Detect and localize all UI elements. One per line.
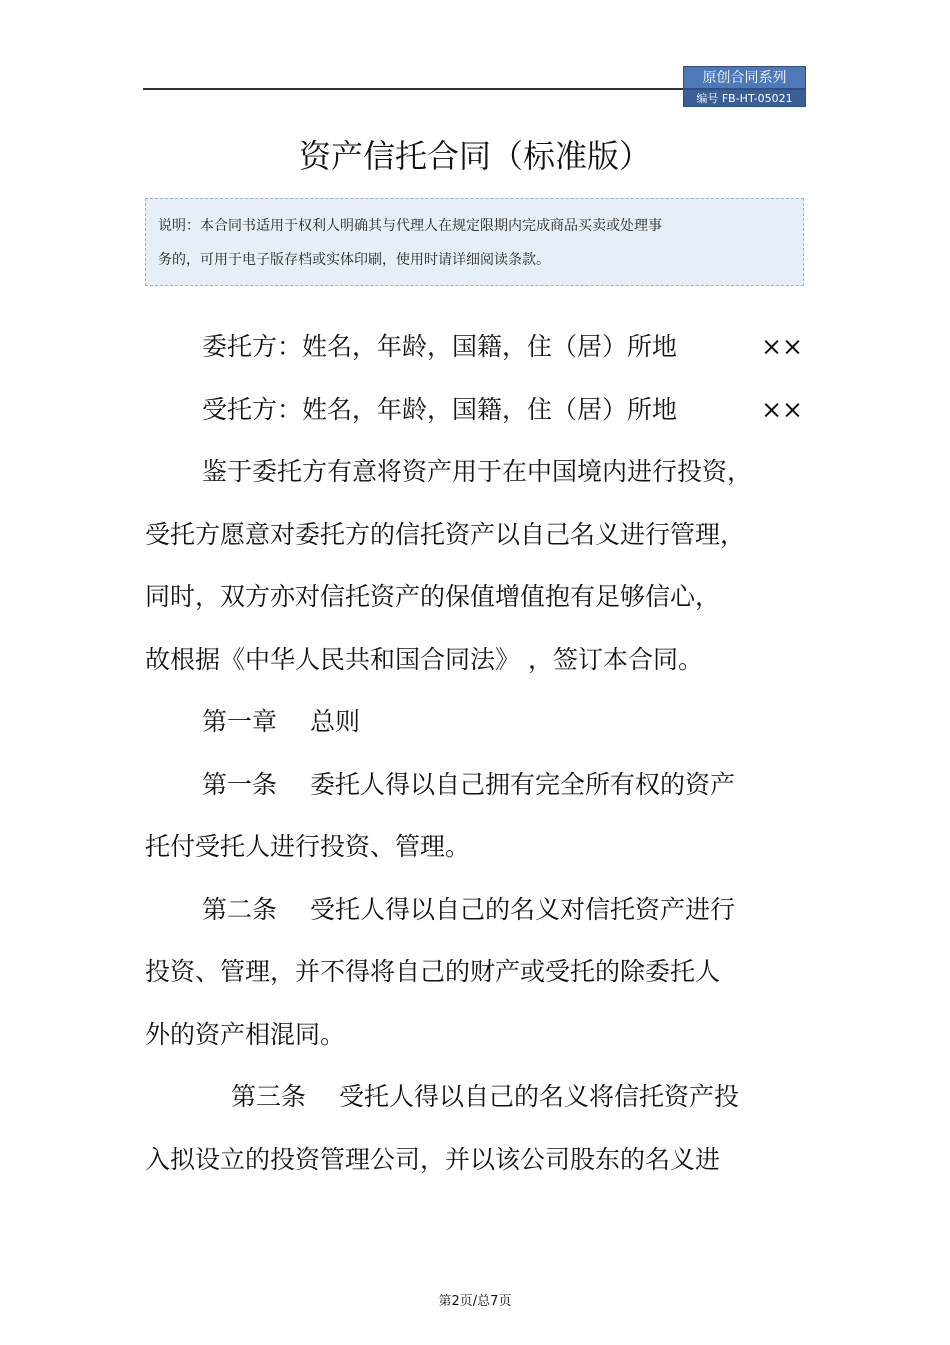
party-a-text: 委托方：姓名，年龄，国籍，住（居）所地: [202, 332, 678, 361]
article-line: 第三条 受托人得以自己的名义将信托资产投: [231, 1082, 739, 1111]
note-line: 说明：本合同书适用于权利人明确其与代理人在规定限期内完成商品买卖或处理事: [158, 218, 662, 234]
party-b-marks: ××: [761, 394, 803, 424]
document-title: 资产信托合同（标准版）: [298, 137, 651, 175]
article-line: 投资、管理，并不得将自己的财产或受托的除委托人: [145, 957, 721, 986]
article-line: 第一条 委托人得以自己拥有完全所有权的资产: [202, 769, 735, 799]
note-line: 务的，可用于电子版存档或实体印刷，使用时请详细阅读条款。: [158, 252, 550, 268]
article-line: 外的资产相混同。: [145, 1019, 346, 1049]
party-a-marks: ××: [761, 332, 803, 361]
document-code: 编号 FB-HT-05021: [683, 89, 806, 107]
preamble-line: 鉴于委托方有意将资产用于在中国境内进行投资，: [202, 457, 753, 486]
preamble-line: 同时，双方亦对信托资产的保值增值抱有足够信心，: [145, 582, 721, 611]
series-label: 原创合同系列: [683, 66, 806, 89]
article-line: 托付受托人进行投资、管理。: [145, 832, 471, 861]
preamble-line: 故根据《中华人民共和国合同法》 ，签订本合同。: [145, 644, 703, 674]
article-line: 入拟设立的投资管理公司，并以该公司股东的名义进: [145, 1144, 721, 1174]
chapter-heading: 第一章 总则: [202, 707, 360, 736]
article-line: 第二条 受托人得以自己的名义对信托资产进行: [202, 894, 735, 924]
party-b: [145, 379, 805, 442]
party-a: [145, 316, 805, 379]
contract-body: [145, 316, 805, 1191]
page-number: 第2页/总7页: [438, 1294, 512, 1309]
note-box: [145, 198, 804, 286]
preamble-line: 受托方愿意对委托方的信托资产以自己名义进行管理，: [145, 519, 746, 549]
party-b-text: 受托方：姓名，年龄，国籍，住（居）所地: [202, 394, 678, 424]
header-rule: [143, 88, 683, 90]
